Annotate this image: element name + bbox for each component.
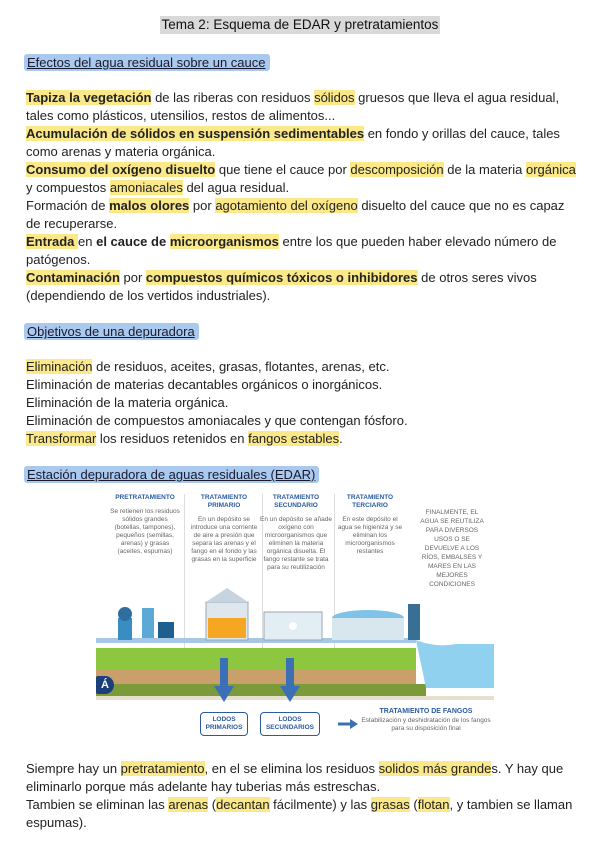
text-bold: el cauce de [92, 234, 170, 249]
ground-edge [96, 696, 494, 700]
highlight: descomposición [350, 162, 444, 177]
highlight: decantan [216, 797, 270, 812]
text: de residuos, aceites, grasas, flotantes, arenas, etc. [92, 359, 390, 374]
text: Formación de [26, 198, 110, 213]
text: de las riberas con residuos [151, 90, 315, 105]
text: en fondo y orillas del cauce, tales como arenas y materia orgánica. [26, 126, 560, 159]
highlight: amoniacales [109, 180, 183, 195]
text: , y tambien se llaman espumas). [26, 797, 573, 830]
highlight: pretratamiento [120, 761, 205, 776]
river-water [416, 640, 494, 688]
objetivo-item [26, 376, 578, 394]
text: del agua residual. [182, 180, 290, 195]
pump-motor [118, 607, 132, 621]
objetivo-item [26, 412, 578, 430]
efecto-item [26, 269, 578, 305]
text: los residuos retenidos en [96, 431, 249, 446]
highlight: arenas [168, 797, 209, 812]
highlight: Consumo del oxígeno disuelto [26, 162, 216, 177]
highlight: sólidos [314, 90, 355, 105]
objetivo-item [26, 358, 578, 376]
tratamiento-fangos-text: Estabilización y deshidratación de los fangos para su disposición final [361, 716, 491, 732]
text: ( [208, 797, 217, 812]
text: que tiene el cauce por [215, 162, 351, 177]
text: en [78, 234, 93, 249]
text: y compuestos [26, 180, 110, 195]
tratamiento-fangos-title: TRATAMIENTO DE FANGOS [379, 708, 473, 715]
column-title: TRATAMIENTO PRIMARIO [200, 494, 248, 509]
closing-text [26, 760, 578, 832]
soil-dark-layer [96, 684, 426, 696]
text: s. Y hay que eliminarlo porque más adelante hay tuberias más estreschas. [26, 761, 564, 794]
highlight: Acumulación de sólidos en suspensión sedimentables [26, 126, 365, 141]
text: Eliminación de compuestos amoniacales y que contengan fósforo. [26, 413, 408, 428]
text: por [119, 270, 146, 285]
highlight: Transformar [26, 431, 97, 446]
text: fácilmente) y las [269, 797, 371, 812]
efecto-item [26, 161, 578, 197]
efecto-item [26, 197, 578, 233]
grit-chamber [158, 622, 174, 638]
highlight: microorganismos [169, 234, 279, 249]
text: Eliminación de la materia orgánica. [26, 395, 229, 410]
aerator [289, 622, 297, 630]
efecto-item [26, 89, 578, 125]
column-text: En un depósito se introduce una corriente de aire a presión que separa las arenas y el fango en el fondo y las grasas en la superficie [190, 516, 258, 563]
lodos-primarios-box: LODOS PRIMARIOS [200, 712, 248, 736]
final-reuse-text: FINALMENTE, EL AGUA SE REUTILIZA PARA DIVERSOS USOS O SE DEVUELVE A LOS RÍOS, EMBALSES Y MARES EN LAS MEJORES CONDICIONES [420, 509, 484, 588]
objetivo-item [26, 430, 578, 448]
text: Siempre hay un [26, 761, 121, 776]
text: de la materia [443, 162, 526, 177]
section-heading-objetivos: Objetivos de una depuradora [24, 323, 199, 340]
outlet-pump [408, 604, 420, 640]
objetivos-list [26, 358, 578, 448]
efecto-item [26, 233, 578, 269]
highlight: Eliminación [26, 359, 93, 374]
text: gruesos que lleva el agua residual, tales como plásticos, utensilios, restos de alimentos... [26, 90, 560, 123]
column-title: TRATAMIENTO SECUNDARIO [272, 494, 320, 509]
section-heading-edar: Estación depuradora de aguas residuales (EDAR) [24, 466, 319, 483]
logo-badge: Á [96, 676, 114, 694]
highlight: flotan [417, 797, 450, 812]
soil-layer [96, 670, 416, 684]
pump-unit [118, 618, 132, 640]
highlight: solidos más grande [378, 761, 492, 776]
primary-sludge [208, 618, 246, 638]
highlight: agotamiento del oxígeno [215, 198, 358, 213]
highlight: orgánica [525, 162, 576, 177]
tertiary-tank [332, 618, 404, 640]
efectos-list [26, 89, 578, 305]
column-title: PRETRATAMIENTO [115, 494, 175, 501]
grass-layer [96, 648, 416, 670]
tratamiento-fangos [358, 708, 494, 734]
lodos-secundarios-box: LODOS SECUNDARIOS [260, 712, 320, 736]
highlight: Entrada [26, 234, 79, 249]
highlight: fangos estables [248, 431, 340, 446]
section-heading-efectos: Efectos del agua residual sobre un cauce [24, 54, 270, 71]
column-text: En un depósito se añade oxígeno con microorganismos que eliminen la materia orgánica disuelta. El fango restante se trata para su reutilización [260, 516, 332, 571]
column-text: En este depósito el agua se higieniza y se eliminan los microorganismos restantes [337, 516, 403, 555]
arrow-shaft-secundarios [286, 658, 294, 688]
efecto-item [26, 125, 578, 161]
text: disuelto del cauce que no es capaz de recuperarse. [26, 198, 565, 231]
page-title: Tema 2: Esquema de EDAR y pretratamientos [161, 17, 439, 32]
text: Eliminación de materias decantables orgánicos o inorgánicos. [26, 377, 383, 392]
text: ( [409, 797, 418, 812]
closing-line-1 [26, 760, 578, 796]
text: entre los que pueden haber elevado número de patógenos. [26, 234, 557, 267]
text: de otros seres vivos (dependiendo de los vertidos industriales). [26, 270, 537, 303]
highlight: Tapiza la vegetación [26, 90, 152, 105]
objetivo-item [26, 394, 578, 412]
text: . [339, 431, 343, 446]
text: , en el se elimina los residuos [204, 761, 379, 776]
closing-line-2 [26, 796, 578, 832]
highlight: Contaminación [26, 270, 120, 285]
arrow-head-fangos [350, 719, 358, 729]
screen-unit [142, 608, 154, 638]
title-wrapper [0, 16, 600, 34]
highlight: grasas [370, 797, 410, 812]
text: Tambien se eliminan las [26, 797, 169, 812]
highlight: malos olores [109, 198, 190, 213]
text: por [189, 198, 216, 213]
column-text: Se retienen los residuos sólidos grandes (botellas, tampones), pequeños (semillas, arenas) y grasas (aceites, espumas) [110, 508, 180, 555]
plant-illustration [96, 490, 494, 742]
highlight: compuestos químicos tóxicos o inhibidores [145, 270, 418, 285]
primary-tank-roof [206, 588, 248, 602]
column-title: TRATAMIENTO TERCIARIO [346, 494, 394, 509]
arrow-shaft-primarios [220, 658, 228, 688]
edar-diagram [96, 490, 494, 742]
